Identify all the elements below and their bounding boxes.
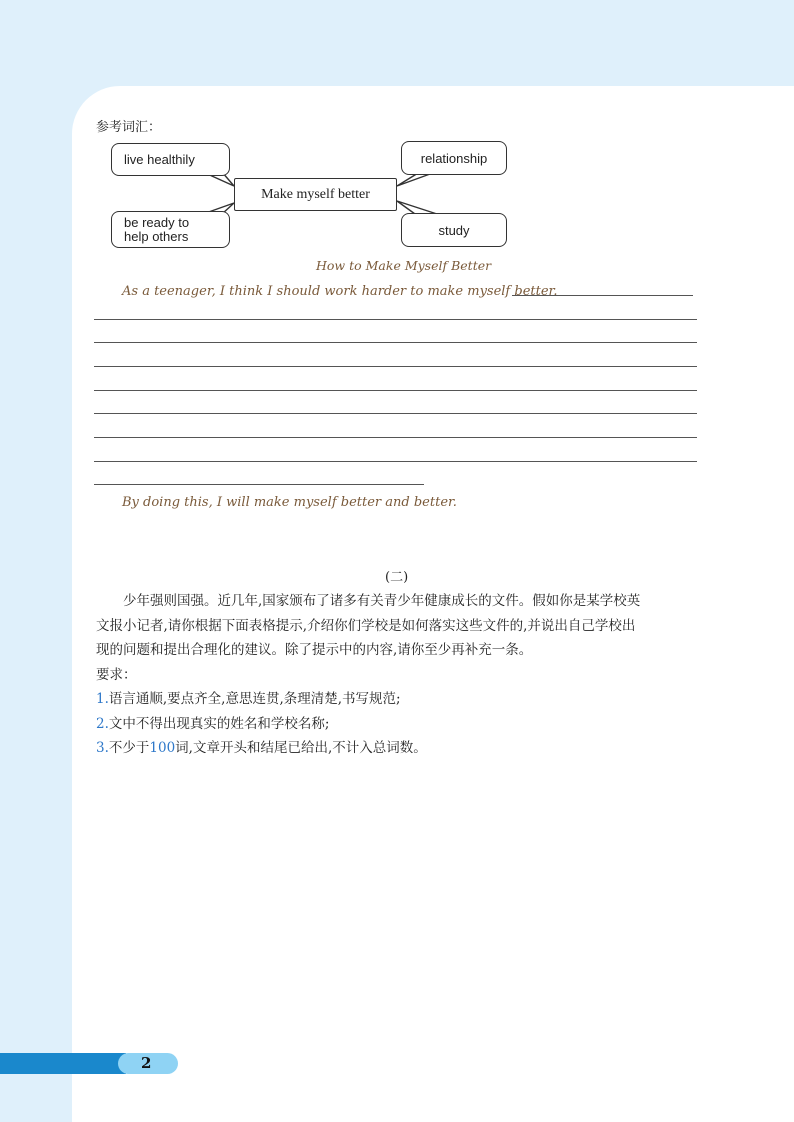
essay-title: How to Make Myself Better — [316, 258, 492, 273]
writing-line[interactable] — [512, 295, 693, 296]
bubble-live-healthily-text: live healthily — [124, 152, 195, 167]
page-number-bar — [0, 1053, 126, 1074]
writing-line[interactable] — [94, 413, 697, 414]
intro-line-2: 文报小记者,请你根据下面表格提示,介绍你们学校是如何落实这些文件的,并说出自己学校出 — [96, 617, 636, 634]
writing-line[interactable] — [94, 342, 697, 343]
task-paragraph — [96, 589, 696, 761]
writing-line[interactable] — [94, 319, 697, 320]
requirement-2-number: 2. — [96, 715, 109, 732]
requirement-3-post: 词,文章开头和结尾已给出,不计入总词数。 — [175, 740, 427, 756]
requirement-2-text: 文中不得出现真实的姓名和学校名称; — [108, 715, 330, 732]
bubble-help-others-line1: be ready to — [124, 214, 190, 230]
requirement-3 — [96, 736, 696, 761]
requirement-3-number: 3. — [96, 740, 109, 756]
bubble-study-text: study — [438, 222, 470, 238]
mindmap-center-text: Make myself better — [261, 186, 370, 202]
requirement-1-text: 语言通顺,要点齐全,意思连贯,条理清楚,书写规范; — [108, 691, 401, 707]
mindmap-center-box — [234, 178, 397, 211]
requirement-1-number: 1. — [96, 691, 109, 707]
writing-line[interactable] — [94, 390, 697, 391]
essay-closing: By doing this, I will make myself better and better. — [122, 495, 457, 510]
bubble-relationship — [401, 141, 507, 175]
requirement-3-count: 100 — [149, 740, 176, 756]
writing-line[interactable] — [94, 437, 697, 438]
bubble-relationship-text: relationship — [420, 150, 488, 166]
page-number: 2 — [141, 1054, 152, 1072]
intro-line-3: 现的问题和提出合理化的建议。除了提示中的内容,请你至少再补充一条。 — [96, 642, 533, 658]
requirement-2 — [96, 712, 696, 737]
bubble-help-others-line2: help others — [124, 228, 189, 244]
bubble-live-healthily — [111, 143, 230, 176]
requirement-3-pre: 不少于 — [108, 740, 150, 756]
reference-vocab-label: 参考词汇： — [96, 120, 162, 135]
intro-line-1: 少年强则国强。近几年,国家颁布了诸多有关青少年健康成长的文件。假如你是某学校英 — [123, 593, 641, 609]
requirements-label: 要求： — [96, 666, 137, 683]
bubble-study — [401, 213, 507, 247]
writing-line[interactable] — [94, 461, 697, 462]
writing-line[interactable] — [94, 366, 697, 367]
essay-opening: As a teenager, I think I should work harder to make myself better. — [122, 284, 558, 299]
bubble-help-others — [111, 211, 230, 248]
writing-line[interactable] — [94, 484, 424, 485]
section-label: (二) — [385, 570, 409, 585]
requirement-1 — [96, 687, 696, 712]
